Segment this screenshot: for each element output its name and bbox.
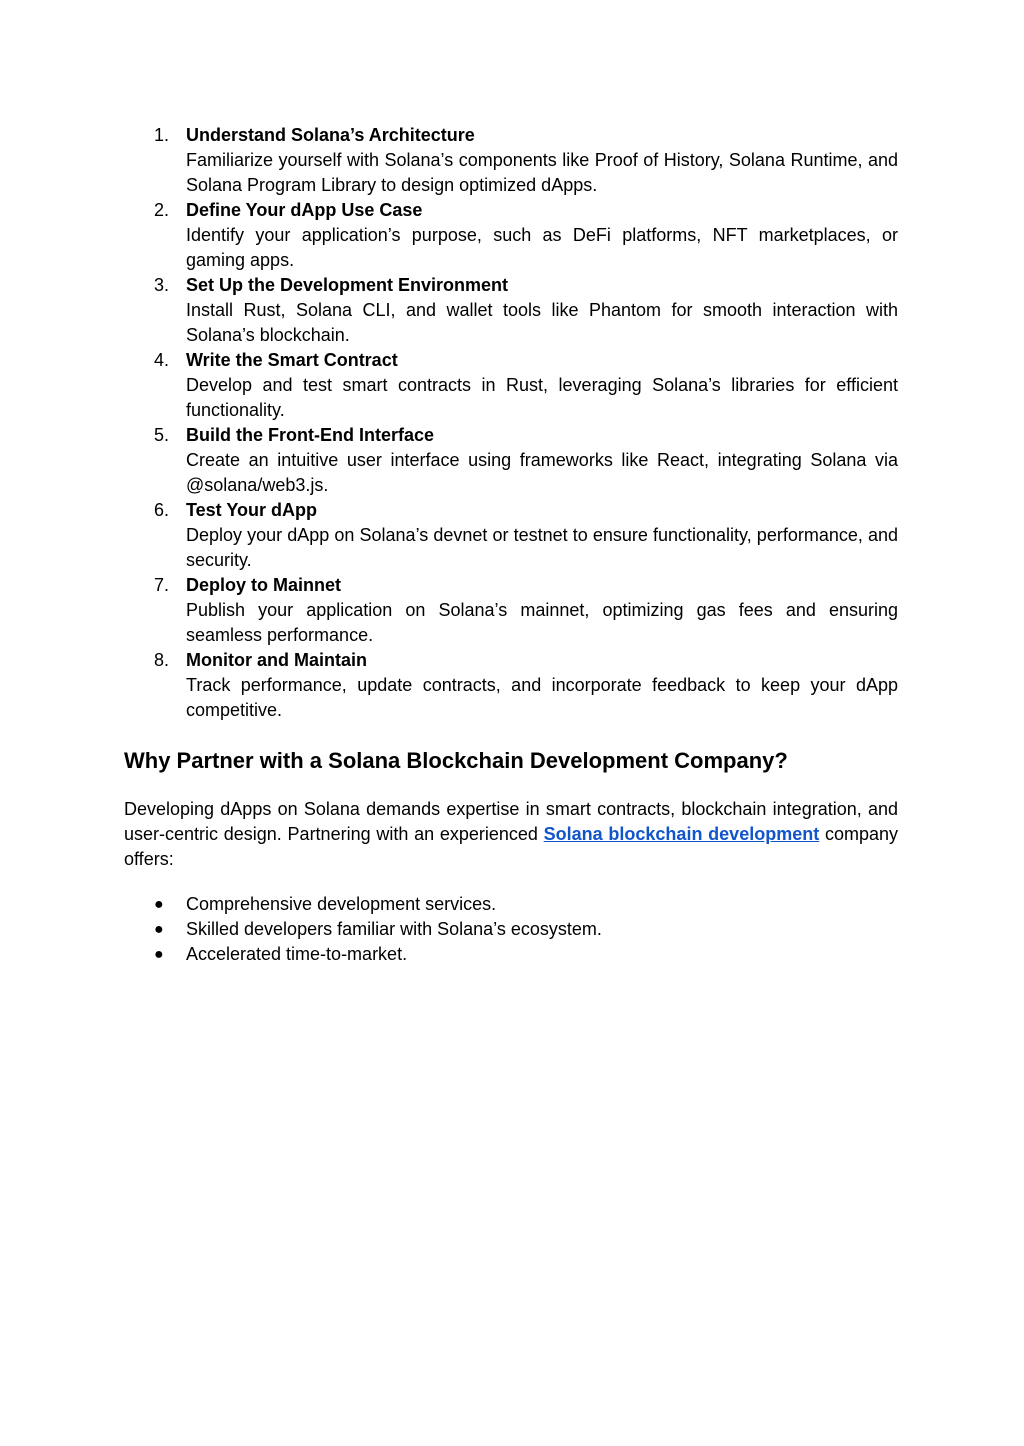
- step-description: Develop and test smart contracts in Rust, leveraging Solana’s libraries for efficient functionality.: [186, 375, 898, 420]
- bullet-icon: ●: [154, 896, 164, 913]
- step-title: Define Your dApp Use Case: [186, 200, 423, 220]
- step-description: Familiarize yourself with Solana’s components like Proof of History, Solana Runtime, and Solana Program Library to design optimized dApps.: [186, 150, 898, 195]
- benefit-text: Comprehensive development services.: [186, 894, 497, 914]
- step-number: 6.: [154, 500, 170, 520]
- benefit-item: [124, 892, 898, 917]
- bullet-icon: ●: [154, 921, 164, 938]
- benefit-text: Skilled developers familiar with Solana’s ecosystem.: [186, 919, 602, 939]
- step-description: Publish your application on Solana’s mainnet, optimizing gas fees and ensuring seamless performance.: [186, 600, 898, 645]
- benefits-list: [124, 892, 898, 967]
- steps-list: [124, 123, 898, 723]
- step-description: Install Rust, Solana CLI, and wallet tools like Phantom for smooth interaction with Solana’s blockchain.: [186, 300, 898, 345]
- step-description: Create an intuitive user interface using frameworks like React, integrating Solana via @solana/web3.js.: [186, 450, 898, 495]
- step-item-5: [124, 423, 898, 498]
- step-item-4: [124, 348, 898, 423]
- step-number: 1.: [154, 125, 170, 145]
- intro-paragraph: [124, 797, 898, 872]
- section-heading: Why Partner with a Solana Blockchain Development Company?: [124, 748, 788, 773]
- benefit-text: Accelerated time-to-market.: [186, 944, 408, 964]
- step-title: Set Up the Development Environment: [186, 275, 509, 295]
- step-number: 8.: [154, 650, 170, 670]
- step-number: 2.: [154, 200, 170, 220]
- step-item-6: [124, 498, 898, 573]
- step-title: Write the Smart Contract: [186, 350, 398, 370]
- step-title: Understand Solana’s Architecture: [186, 125, 475, 145]
- bullet-icon: ●: [154, 946, 164, 963]
- step-item-1: [124, 123, 898, 198]
- step-description: Track performance, update contracts, and incorporate feedback to keep your dApp competitive.: [186, 675, 898, 720]
- step-title: Monitor and Maintain: [186, 650, 367, 670]
- step-title: Build the Front-End Interface: [186, 425, 435, 445]
- step-title: Test Your dApp: [186, 500, 318, 520]
- step-item-2: [124, 198, 898, 273]
- step-item-8: [124, 648, 898, 723]
- step-description: Identify your application’s purpose, such as DeFi platforms, NFT marketplaces, or gaming apps.: [186, 225, 898, 270]
- step-description: Deploy your dApp on Solana’s devnet or testnet to ensure functionality, performance, and security.: [186, 525, 898, 570]
- solana-development-link[interactable]: Solana blockchain development: [543, 824, 820, 844]
- step-number: 7.: [154, 575, 170, 595]
- step-number: 4.: [154, 350, 170, 370]
- intro-text-after: company offers:: [124, 824, 898, 869]
- intro-text-before: Developing dApps on Solana demands expertise in smart contracts, blockchain integration, and user-centric design. Partnering with an experienced: [124, 799, 898, 844]
- step-item-3: [124, 273, 898, 348]
- benefit-item: [124, 942, 898, 967]
- step-number: 3.: [154, 275, 170, 295]
- step-title: Deploy to Mainnet: [186, 575, 342, 595]
- step-item-7: [124, 573, 898, 648]
- step-number: 5.: [154, 425, 170, 445]
- benefit-item: [124, 917, 898, 942]
